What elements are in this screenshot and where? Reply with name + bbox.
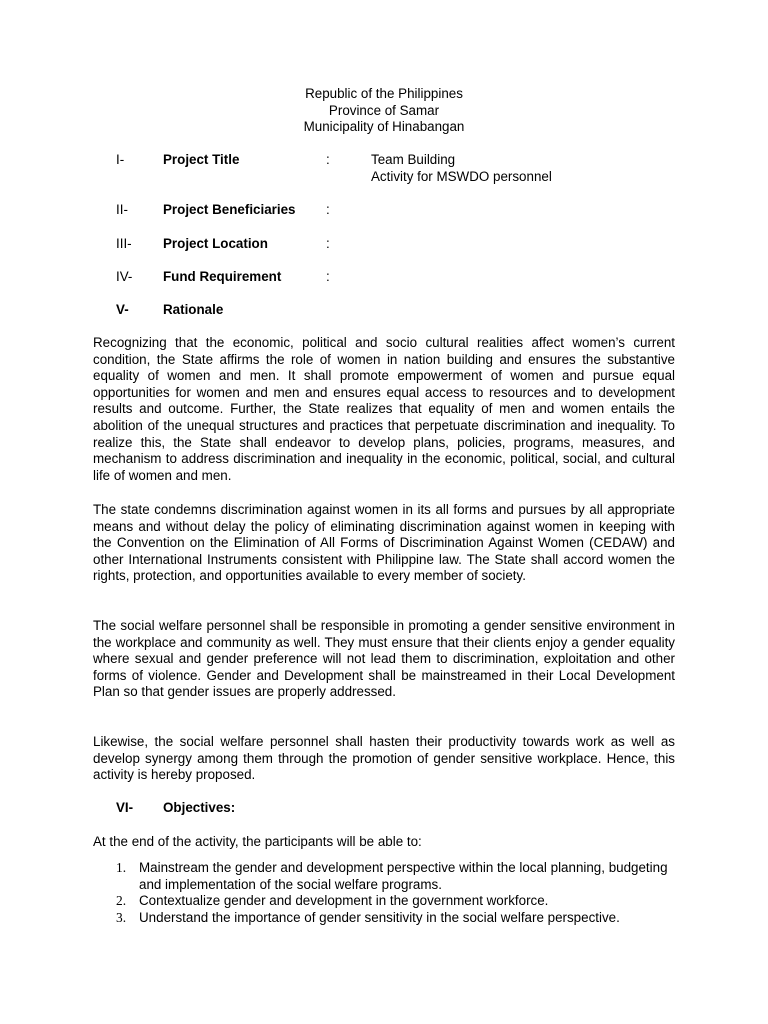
section-label: Project Title	[163, 152, 240, 167]
section-fund-requirement	[116, 269, 676, 286]
rationale-paragraph-1: Recognizing that the economic, political and socio cultural realities affect women’s current condition, the State affirms the role of women in nation building and ensures the substantive equality of women and men. It shall promote empowerment of women and pursue equal opportunities for women and men and ensures equal access to resources and to development results and outcome. Further, the State realizes that equality of men and women entails the abolition of the unequal structures and practices that perpetuate discrimination and inequality. To realize this, the State shall endeavor to develop plans, policies, programs, measures, and mechanism to address discrimination and inequality in the economic, political, social, and cultural life of women and men.	[93, 335, 675, 483]
section-label: Project Beneficiaries	[163, 202, 296, 217]
section-number: VI-	[116, 800, 134, 815]
section-rationale-heading	[116, 302, 676, 319]
rationale-paragraph-2: The state condemns discrimination against women in its all forms and pursues by all appropriate means and without delay the policy of eliminating discrimination against women in keeping with the Convention on the Elimination of All Forms of Discrimination Against Women (CEDAW) and other International Instruments consistent with Philippine law. The State shall accord women the rights, protection, and opportunities available to every member of society.	[93, 502, 675, 584]
section-label: Project Location	[163, 236, 268, 251]
rationale-paragraph-3: The social welfare personnel shall be responsible in promoting a gender sensitive environment in the workplace and community as well. They must ensure that their clients enjoy a gender equality where sexual and gender preference will not lead them to discrimination, exploitation and other forms of violence. Gender and Development shall be mainstreamed in their Local Development Plan so that gender issues are properly addressed.	[93, 618, 675, 700]
section-colon: :	[326, 236, 330, 251]
list-item	[116, 893, 676, 910]
section-number: IV-	[116, 269, 133, 284]
section-project-beneficiaries	[116, 202, 676, 219]
section-label: Rationale	[163, 302, 224, 317]
document-header	[0, 86, 768, 136]
section-number: I-	[116, 152, 125, 167]
header-municipality: Municipality of Hinabangan	[303, 119, 465, 135]
section-label: Objectives:	[163, 800, 236, 815]
section-project-title	[116, 152, 676, 184]
project-title-line-1: Team Building	[371, 152, 456, 167]
objectives-intro: At the end of the activity, the participants will be able to:	[93, 834, 422, 849]
section-objectives-heading	[116, 800, 676, 817]
rationale-paragraph-4: Likewise, the social welfare personnel shall hasten their productivity towards work as well as develop synergy among them through the promotion of gender sensitive workplace. Hence, this activity is hereby proposed.	[93, 734, 675, 783]
list-item	[116, 910, 676, 927]
list-item	[116, 860, 676, 893]
header-republic: Republic of the Philippines	[305, 86, 463, 101]
list-item-number: 2.	[116, 893, 127, 909]
header-province: Province of Samar	[328, 102, 440, 118]
objectives-list	[116, 860, 676, 926]
section-number: III-	[116, 236, 132, 251]
section-colon: :	[326, 152, 330, 167]
project-title-line-2: Activity for MSWDO personnel	[371, 169, 552, 184]
section-label: Fund Requirement	[163, 269, 282, 284]
section-number: V-	[116, 302, 129, 317]
section-project-location	[116, 236, 676, 253]
list-item-text: Understand the importance of gender sensitivity in the social welfare perspective.	[139, 909, 620, 925]
section-number: II-	[116, 202, 128, 217]
section-colon: :	[326, 202, 330, 217]
list-item-number: 1.	[116, 860, 127, 875]
list-item-text: Mainstream the gender and development perspective within the local planning, budgeting and implementation of the social welfare programs.	[139, 860, 668, 892]
section-colon: :	[326, 269, 330, 284]
list-item-text: Contextualize gender and development in the government workforce.	[139, 893, 549, 909]
list-item-number: 3.	[116, 909, 127, 925]
project-title-value	[371, 152, 671, 186]
